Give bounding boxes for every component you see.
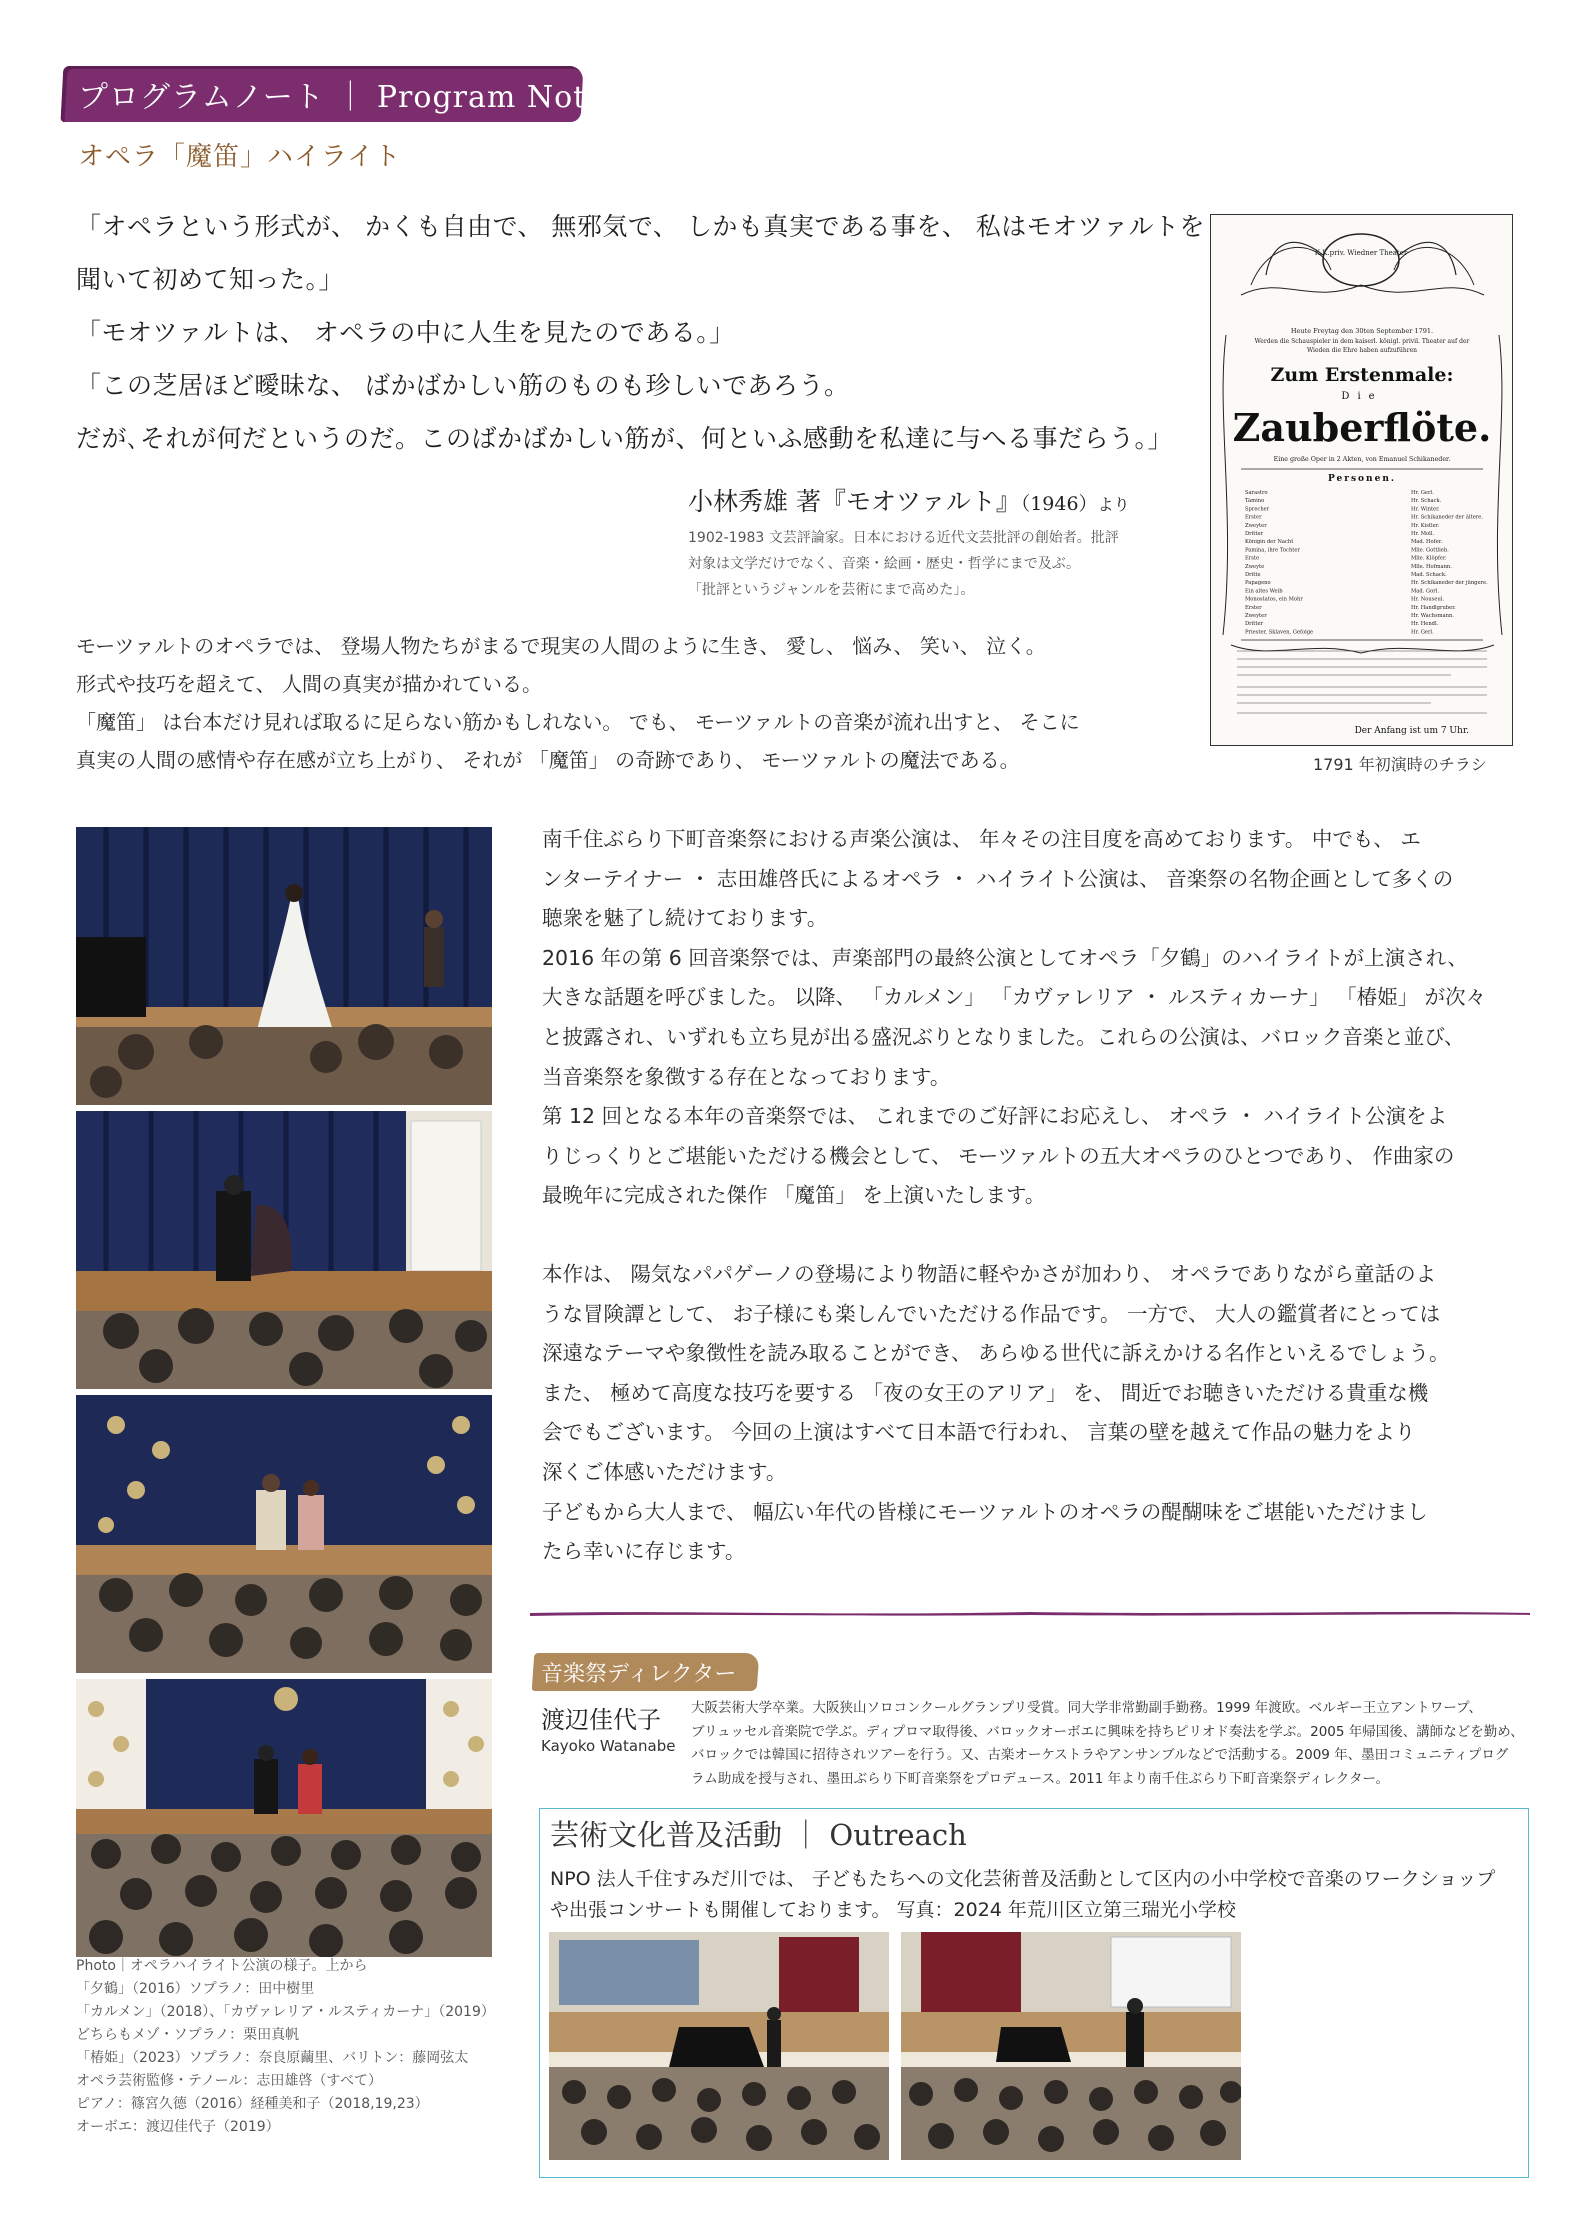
article-line: 深遠なテーマや象徴性を読み取ることができ、 あらゆる世代に訴えかける名作といえるでしょう。 — [542, 1341, 1450, 1366]
flyer-cast-name: Hr. Hendl. — [1411, 621, 1439, 628]
caption-line: 「カルメン」（2018）、「カヴァレリア・ルスティカーナ」（2019） — [76, 2004, 495, 2020]
article-line: と披露され、いずれも立ち見が出る盛況ぶりとなりました。これらの公演は、バロック音楽と並び、 — [542, 1024, 1465, 1049]
crest-icon — [1323, 234, 1399, 286]
quote-attribution — [688, 482, 1130, 518]
flyer-cast-role: Papageno — [1245, 580, 1271, 587]
intro-paragraph — [76, 627, 1206, 779]
article-line: 深くご体感いただけます。 — [542, 1459, 787, 1484]
flyer-cast-role: Sarastro — [1245, 490, 1268, 496]
photo-caption — [76, 1955, 496, 2139]
quote-line: だが､それが何だというのだ。このばかばかしい筋が、何といふ感動を私達に与へる事だらう。」 — [76, 424, 1174, 453]
article-line: りじっくりとご堪能いただける機会として、 モーツァルトの五大オペラのひとつであり、 作曲家の — [542, 1143, 1455, 1168]
paragraph-gap — [542, 1216, 1522, 1255]
flyer-cast-role: Tamino — [1245, 498, 1265, 505]
flyer-cast-role: Dritter — [1245, 621, 1264, 628]
performance-photo-4 — [76, 1679, 492, 1957]
flyer-cast-role: Erster — [1245, 604, 1262, 611]
flyer-cast-name: Hr. Nouseul. — [1411, 596, 1445, 603]
intro-line: 形式や技巧を超えて、 人間の真実が描かれている。 — [76, 672, 542, 696]
flyer-cast-name: Hr. Gerl. — [1411, 629, 1434, 636]
flyer-cast-name: Hr. Schikaneder der ältere. — [1411, 514, 1483, 521]
flyer-cast-name: Hr. Schack. — [1411, 498, 1442, 505]
flyer-cast-name: Hr. Moll. — [1411, 531, 1435, 537]
flyer-cast-name: Mlle. Klöpfer. — [1411, 555, 1447, 562]
flyer-cast-name: Hr. Wachsmann. — [1411, 613, 1454, 619]
director-label: 音楽祭ディレクター — [541, 1662, 737, 1687]
flyer-cast-name: Mad. Gorl. — [1411, 588, 1440, 595]
flyer-die: Die — [1341, 391, 1383, 402]
bio-line: 1902-1983 文芸評論家。日本における近代文芸批評の創始者。批評 — [688, 530, 1119, 546]
outreach-photo-1 — [549, 1932, 889, 2160]
article-line: ンターテイナー ・ 志田雄啓氏によるオペラ ・ ハイライト公演は、 音楽祭の名物企画として多くの — [542, 866, 1454, 891]
outreach-title: 芸術文化普及活動 ｜ Outreach — [550, 1818, 967, 1852]
performance-photo-2 — [76, 1111, 492, 1389]
flyer-date: Heute Freytag den 30ten September 1791. — [1290, 327, 1434, 335]
caption-line: 「椿姫」（2023）ソプラノ：奈良原繭里、バリトン：藤岡弦太 — [76, 2050, 469, 2066]
flyer-cast-name: Mad. Schack. — [1411, 572, 1447, 578]
flyer-cast-name: Hr. Gerl. — [1411, 490, 1434, 496]
performance-photo-1 — [76, 827, 492, 1105]
quote-line: 「モオツァルトは、 オペラの中に人生を見たのである。」 — [76, 318, 735, 347]
performance-photo-3 — [76, 1395, 492, 1673]
article-line: 大きな話題を呼びました。 以降、 「カルメン」 「カヴァレリア ・ ルスティカーナ」 「椿姫」 が次々 — [542, 985, 1487, 1010]
flyer-cast-name: Mlle. Hofmann. — [1411, 563, 1452, 570]
article-line: うな冒険譚として、 お子様にも楽しんでいただける作品です。 一方で、 大人の鑑賞者にとっては — [542, 1301, 1441, 1326]
outreach-line: NPO 法人千住すみだ川では、 子どもたちへの文化芸術普及活動として区内の小中学校で音楽のワークショップ — [550, 1868, 1496, 1890]
quote-line: 「この芝居ほど曖昧な、 ばかばかしい筋のものも珍しいであろう。 — [76, 371, 850, 400]
flyer-cast-role: Erste — [1245, 555, 1260, 562]
article-line: 2016 年の第 6 回音楽祭では、声楽部門の最終公演としてオペラ「夕鶴」のハイライトが上演され、 — [542, 945, 1468, 970]
director-bio-line: ラム助成を授与され、墨田ぶらり下町音楽祭をプロデュース。2011 年より南千住ぶらり下町音楽祭ディレクター。 — [691, 1770, 1389, 1787]
flyer-cast-role: Priester, Sklaven, Gefolge — [1245, 629, 1314, 636]
director-bio-line: ブリュッセル音楽院で学ぶ。ディプロマ取得後、バロックオーボエに興味を持ちピリオド奏法を学ぶ。2005 年帰国後、講師などを勤め、 — [691, 1723, 1524, 1740]
flyer-cast-role: Pamina, ihre Tochter — [1245, 547, 1300, 554]
outreach-description — [550, 1864, 1520, 1926]
page-subtitle: オペラ「魔笛」ハイライト — [78, 142, 402, 172]
section-label: プログラムノート ｜ Program Note — [78, 80, 605, 115]
flyer-cast-role: Monostatos, ein Mohr — [1245, 596, 1303, 603]
intro-line: 真実の人間の感情や存在感が立ち上がり、 それが 「魔笛」 の奇跡であり、 モーツァルトの魔法である。 — [76, 748, 1020, 772]
article-line: 聴衆を魅了し続けております。 — [542, 906, 828, 931]
flyer-begin: Der Anfang ist um 7 Uhr. — [1354, 726, 1469, 736]
quote-block — [76, 200, 1206, 465]
flyer-caption: 1791 年初演時のチラシ — [1313, 755, 1487, 774]
flyer-cast-role: Zweyter — [1245, 522, 1267, 529]
flyer-line: Wieden die Ehre haben aufzuführen — [1306, 347, 1418, 354]
flyer-cast-name: Hr. Winter. — [1411, 506, 1440, 513]
flyer-cast-name: Hr. Schikaneder der jüngere. — [1411, 580, 1488, 587]
flyer-cast-role: Dritter — [1245, 531, 1264, 537]
flyer-cast-name: Mlle. Gottlieb. — [1411, 547, 1449, 554]
article-line: 南千住ぶらり下町音楽祭における声楽公演は、 年々その注目度を高めております。 中でも、 エ — [542, 827, 1421, 851]
director-roman-name: Kayoko Watanabe — [541, 1737, 676, 1755]
flyer-image — [1211, 215, 1513, 746]
flyer-cast-name: Hr. Kistler. — [1411, 522, 1440, 529]
flyer-title: Zauberflöte. — [1232, 405, 1492, 450]
attribution-year: （1946） — [1020, 493, 1098, 515]
flyer-cast-role: Dritte — [1245, 572, 1261, 578]
flyer-line: Werden die Schauspieler in dem kaiserl. königl. privil. Theater auf der — [1254, 338, 1470, 345]
flyer-cast-role: Erster — [1245, 514, 1262, 521]
historic-flyer — [1210, 214, 1513, 746]
article-line: 当音楽祭を象徴する存在となっております。 — [542, 1064, 951, 1089]
quote-line: 聞いて初めて知った。」 — [76, 265, 345, 294]
main-article — [542, 820, 1522, 1572]
flyer-first-time: Zum Erstenmale: — [1270, 364, 1454, 386]
caption-line: 「夕鶴」（2016）ソプラノ：田中樹里 — [76, 1981, 315, 1997]
flyer-cast-role: Zweyte — [1245, 563, 1265, 570]
caption-line: ピアノ：篠宮久德（2016）経種美和子（2018,19,23） — [76, 2096, 429, 2112]
article-line: 本作は、 陽気なパパゲーノの登場により物語に軽やかさが加わり、 オペラでありながら童話のよ — [542, 1261, 1437, 1286]
flyer-cast-name: Mad. Hofer. — [1411, 539, 1443, 546]
article-line: 最晩年に完成された傑作 「魔笛」 を上演いたします。 — [542, 1183, 1046, 1208]
flyer-cast-role: Königin der Nacht — [1245, 539, 1294, 546]
flyer-cast-name: Hr. Handlgruber. — [1411, 604, 1456, 611]
author-bio — [688, 525, 1208, 603]
director-name: 渡辺佳代子 — [541, 1706, 661, 1734]
flyer-cast-list — [1245, 490, 1488, 635]
director-bio-line: 大阪芸術大学卒業。大阪狭山ソロコンクールグランプリ受賞。同大学非常勤副手勤務。1999 年渡欧。ベルギー王立アントワープ、 — [691, 1700, 1483, 1716]
bio-line: 対象は文学だけでなく、音楽・絵画・歴史・哲学にまで及ぶ。 — [688, 556, 1080, 572]
quote-line: 「オペラという形式が、 かくも自由で、 無邪気で、 しかも真実である事を、 私はモオツァルトを — [76, 212, 1206, 241]
attribution-suffix: より — [1097, 495, 1130, 514]
article-line: 子どもから大人まで、 幅広い年代の皆様にモーツァルトのオペラの醍醐味をご堪能いただけまし — [542, 1499, 1428, 1524]
caption-line: Photo｜オペラハイライト公演の様子。上から — [76, 1958, 368, 1974]
flyer-crest-text: K.K.priv. Wiedner Theater — [1314, 249, 1408, 257]
bio-line: 「批評というジャンルを芸術にまで高めた」。 — [688, 582, 975, 598]
flyer-personen: Personen. — [1327, 474, 1397, 484]
article-line: 会でもございます。 今回の上演はすべて日本語で行われ、 言葉の壁を越えて作品の魅力をより — [542, 1420, 1416, 1445]
article-line: 第 12 回となる本年の音楽祭では、 これまでのご好評にお応えし、 オペラ ・ ハイライト公演をよ — [542, 1104, 1448, 1129]
caption-line: オーボエ：渡辺佳代子（2019） — [76, 2119, 280, 2135]
flyer-cast-role: Ein altes Weib — [1245, 588, 1283, 595]
director-bio — [691, 1697, 1531, 1791]
attribution-source: 小林秀雄 著『モオツァルト』 — [688, 487, 1021, 516]
intro-line: 「魔笛」 は台本だけ見れば取るに足らない筋かもしれない。 でも、 モーツァルトの音楽が流れ出すと、 そこに — [76, 710, 1080, 734]
intro-line: モーツァルトのオペラでは、 登場人物たちがまるで現実の人間のように生き、 愛し、 悩み、 笑い、 泣く。 — [76, 634, 1046, 658]
article-line: また、 極めて高度な技巧を要する 「夜の女王のアリア」 を、 間近でお聴きいただける貴重な機 — [542, 1380, 1429, 1405]
outreach-photo-2 — [901, 1932, 1241, 2160]
brush-divider — [530, 1609, 1530, 1617]
outreach-line: や出張コンサートも開催しております。 写真：2024 年荒川区立第三瑞光小学校 — [550, 1899, 1236, 1921]
flyer-cast-role: Sprecher — [1245, 506, 1270, 513]
caption-line: オペラ芸術監修・テノール：志田雄啓（すべて） — [76, 2073, 383, 2089]
flyer-cast-role: Zweyter — [1245, 613, 1267, 619]
caption-line: どちらもメゾ・ソプラノ：栗田真帆 — [76, 2027, 300, 2043]
flyer-subtitle: Eine große Oper in 2 Akten, von Emanuel Schikaneder. — [1273, 456, 1451, 463]
director-bio-line: バロックでは韓国に招待されツアーを行う。又、古楽オーケストラやアンサンブルなどで活動する。2009 年、墨田コミュニティプログ — [691, 1747, 1509, 1763]
article-line: たら幸いに存じます。 — [542, 1539, 746, 1564]
